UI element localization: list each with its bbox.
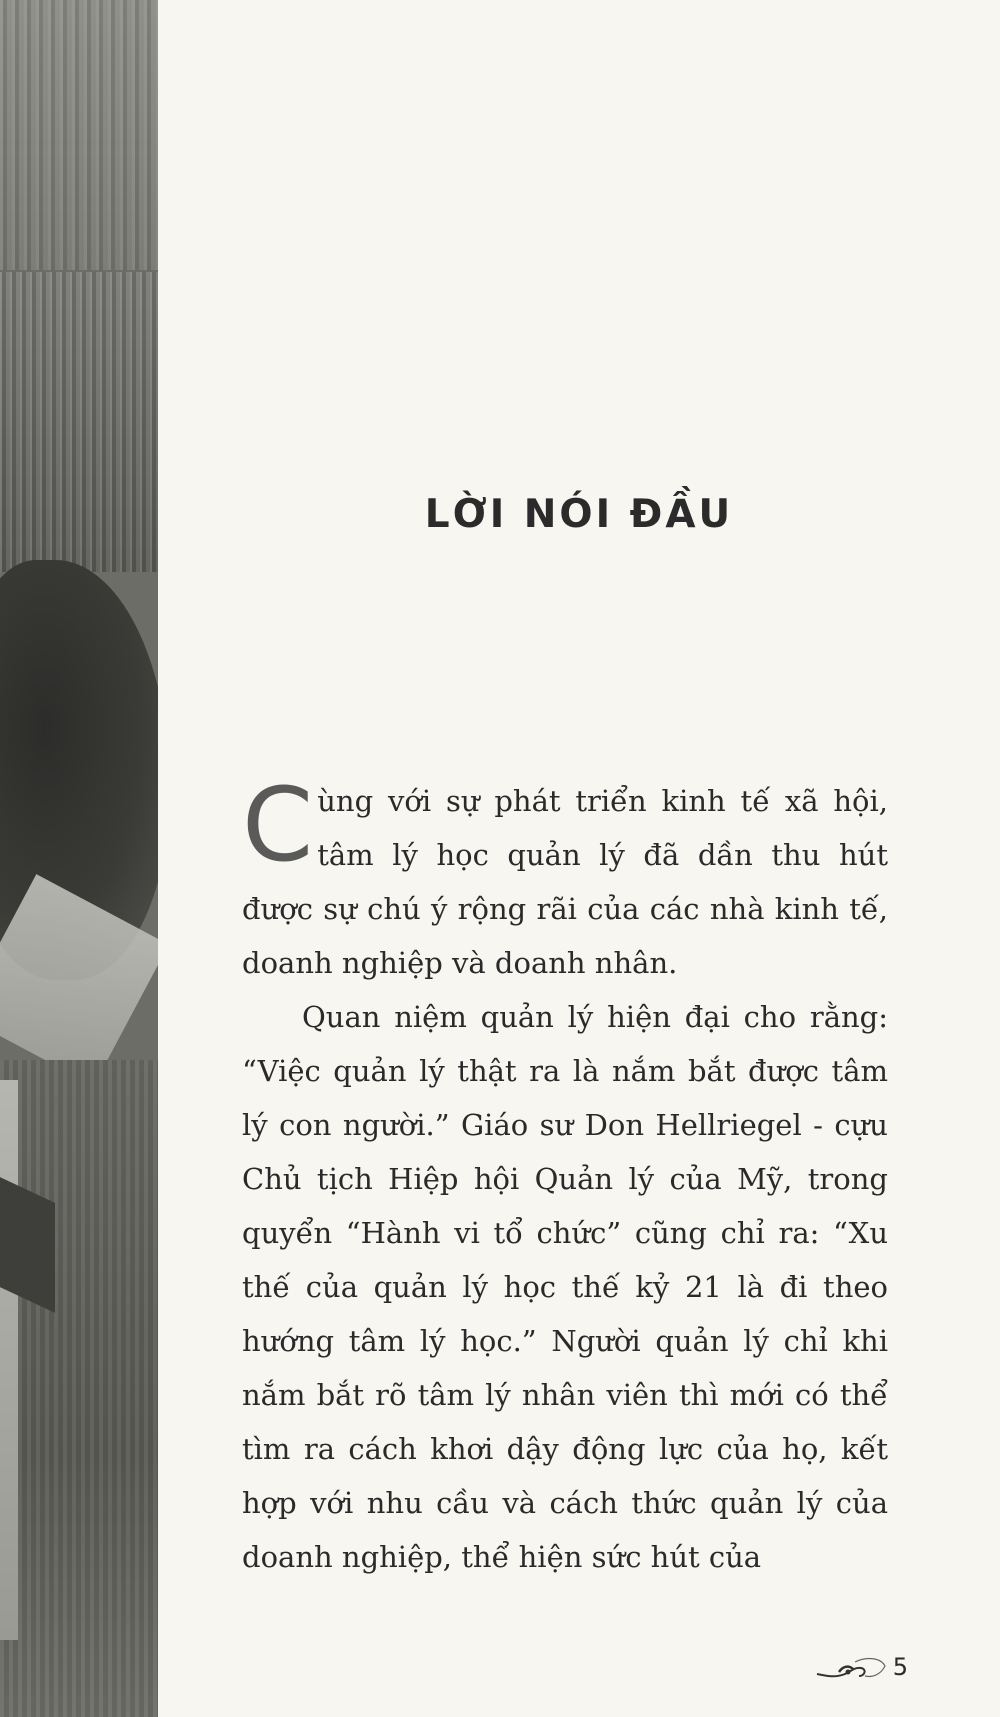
drop-cap: C — [242, 766, 314, 885]
paragraph-1 — [242, 766, 888, 990]
chapter-title: LỜI NÓI ĐẦU — [424, 492, 734, 537]
side-photo-strip — [0, 0, 158, 1717]
page-footer — [815, 1652, 908, 1682]
photo-segment-middle — [0, 272, 158, 572]
body-text — [242, 766, 888, 1584]
photo-light-edge — [0, 1080, 18, 1640]
paragraph-2: Quan niệm quản lý hiện đại cho rằng: “Việc quản lý thật ra là nắm bắt được tâm lý con người.” Giáo sư Don Hellriegel - cựu Chủ tịch Hiệp hội Quản lý của Mỹ, trong quyển “Hành vi tổ chức” cũng chỉ ra: “Xu thế của quản lý học thế kỷ 21 là đi theo hướng tâm lý học.” Người quản lý chỉ khi nắm bắt rõ tâm lý nhân viên thì mới có thể tìm ra cách khơi dậy động lực của họ, kết hợp với nhu cầu và cách thức quản lý của doanh nghiệp, thể hiện sức hút của — [242, 1000, 888, 1574]
paragraph-1-text: ùng với sự phát triển kinh tế xã hội, tâm lý học quản lý đã dần thu hút được sự chú ý rộng rãi của các nhà kinh tế, doanh nghiệp và doanh nhân. — [242, 784, 888, 980]
decorative-flourish-icon — [815, 1652, 887, 1682]
page-number: 5 — [892, 1653, 908, 1681]
photo-segment-bottom — [0, 1060, 158, 1717]
photo-segment-top — [0, 0, 158, 270]
